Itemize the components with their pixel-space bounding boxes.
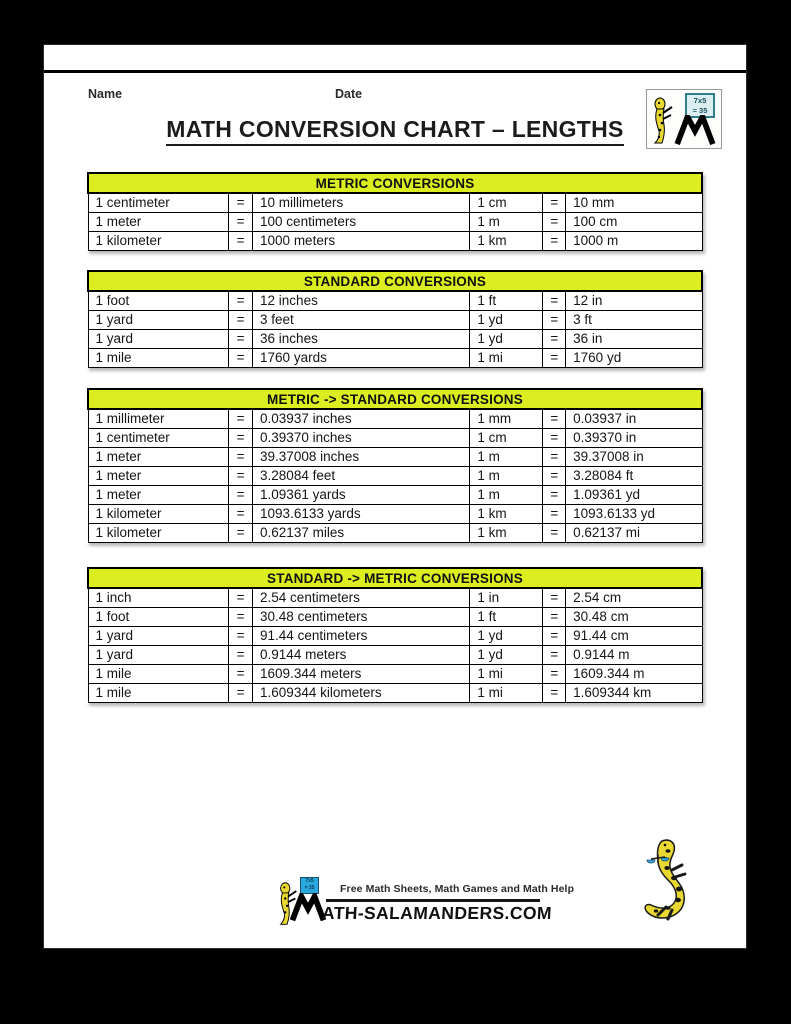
equals-cell: = [543,329,566,348]
unit-name-cell: 1 yard [88,645,229,664]
unit-name-cell: 1 kilometer [88,504,229,523]
value-abbr-cell: 1093.6133 yd [566,504,702,523]
footer-tagline: Free Math Sheets, Math Games and Math Help [340,883,575,895]
value-cell: 39.37008 inches [253,447,470,466]
value-abbr-cell: 10 mm [566,193,702,212]
equals-cell: = [543,466,566,485]
table-row [88,212,702,231]
value-cell: 91.44 centimeters [253,626,470,645]
table-row [88,504,702,523]
unit-abbr-cell: 1 m [470,485,543,504]
table-header-row [88,173,702,193]
equals-cell: = [229,523,253,542]
value-abbr-cell: 12 in [566,291,702,310]
table-row [88,645,702,664]
table-row [88,428,702,447]
unit-abbr-cell: 1 cm [470,193,543,212]
unit-abbr-cell: 1 yd [470,329,543,348]
table-row [88,291,702,310]
table-row [88,664,702,683]
unit-name-cell: 1 yard [88,329,229,348]
equals-cell: = [229,588,253,607]
equals-cell: = [229,626,253,645]
unit-abbr-cell: 1 km [470,523,543,542]
unit-abbr-cell: 1 m [470,447,543,466]
table-row [88,329,702,348]
value-abbr-cell: 3 ft [566,310,702,329]
header-divider [44,70,746,77]
value-cell: 1.09361 yards [253,485,470,504]
value-abbr-cell: 39.37008 in [566,447,702,466]
value-abbr-cell: 0.03937 in [566,409,702,428]
value-abbr-cell: 0.39370 in [566,428,702,447]
value-abbr-cell: 30.48 cm [566,607,702,626]
unit-name-cell: 1 meter [88,485,229,504]
table-row [88,466,702,485]
salamander-with-scales-icon [632,837,712,929]
unit-name-cell: 1 centimeter [88,193,229,212]
unit-abbr-cell: 1 mm [470,409,543,428]
equals-cell: = [229,504,253,523]
table-row [88,231,702,250]
equals-cell: = [229,231,253,250]
table-header-row [88,389,702,409]
equals-cell: = [543,588,566,607]
equals-cell: = [229,664,253,683]
value-abbr-cell: 100 cm [566,212,702,231]
value-cell: 0.39370 inches [253,428,470,447]
unit-abbr-cell: 1 km [470,231,543,250]
value-abbr-cell: 91.44 cm [566,626,702,645]
value-abbr-cell: 36 in [566,329,702,348]
value-cell: 0.62137 miles [253,523,470,542]
equals-cell: = [229,683,253,702]
equals-cell: = [229,466,253,485]
value-abbr-cell: 1760 yd [566,348,702,367]
table-title: METRIC CONVERSIONS [88,173,702,193]
equals-cell: = [229,329,253,348]
m-logo-icon [290,893,326,923]
unit-name-cell: 1 meter [88,212,229,231]
value-cell: 30.48 centimeters [253,607,470,626]
equals-cell: = [229,348,253,367]
unit-abbr-cell: 1 in [470,588,543,607]
value-cell: 3.28084 feet [253,466,470,485]
value-abbr-cell: 2.54 cm [566,588,702,607]
equals-cell: = [229,310,253,329]
table-row [88,485,702,504]
equals-cell: = [543,348,566,367]
equals-cell: = [229,193,253,212]
table-header-row [88,568,702,588]
unit-name-cell: 1 kilometer [88,523,229,542]
table-row [88,193,702,212]
equals-cell: = [229,607,253,626]
equals-cell: = [229,409,253,428]
unit-name-cell: 1 yard [88,626,229,645]
value-cell: 0.03937 inches [253,409,470,428]
document-page [44,45,746,948]
unit-abbr-cell: 1 yd [470,626,543,645]
value-cell: 1.609344 kilometers [253,683,470,702]
unit-name-cell: 1 mile [88,664,229,683]
value-abbr-cell: 0.62137 mi [566,523,702,542]
value-cell: 1000 meters [253,231,470,250]
unit-name-cell: 1 foot [88,291,229,310]
unit-abbr-cell: 1 ft [470,291,543,310]
equals-cell: = [543,683,566,702]
table-row [88,607,702,626]
equals-cell: = [543,447,566,466]
unit-name-cell: 1 millimeter [88,409,229,428]
equals-cell: = [229,485,253,504]
value-cell: 2.54 centimeters [253,588,470,607]
equals-cell: = [543,212,566,231]
site-name: ATH-SALAMANDERS.COM [321,903,553,923]
equals-cell: = [543,409,566,428]
table-row [88,348,702,367]
unit-name-cell: 1 yard [88,310,229,329]
value-abbr-cell: 3.28084 ft [566,466,702,485]
unit-name-cell: 1 mile [88,348,229,367]
unit-abbr-cell: 1 mi [470,683,543,702]
equals-cell: = [543,607,566,626]
value-abbr-cell: 1.609344 km [566,683,702,702]
equals-cell: = [543,523,566,542]
date-label: Date [335,87,363,101]
conversion-table [87,567,703,703]
equals-cell: = [543,310,566,329]
table-row [88,310,702,329]
value-abbr-cell: 1609.344 m [566,664,702,683]
value-cell: 36 inches [253,329,470,348]
value-cell: 12 inches [253,291,470,310]
value-cell: 1093.6133 yards [253,504,470,523]
unit-abbr-cell: 1 mi [470,348,543,367]
equals-cell: = [229,291,253,310]
unit-name-cell: 1 meter [88,466,229,485]
unit-abbr-cell: 1 ft [470,607,543,626]
table-title: STANDARD -> METRIC CONVERSIONS [88,568,702,588]
equals-cell: = [543,193,566,212]
value-abbr-cell: 0.9144 m [566,645,702,664]
value-cell: 100 centimeters [253,212,470,231]
unit-abbr-cell: 1 mi [470,664,543,683]
unit-abbr-cell: 1 cm [470,428,543,447]
value-abbr-cell: 1000 m [566,231,702,250]
value-cell: 1760 yards [253,348,470,367]
unit-abbr-cell: 1 m [470,212,543,231]
footer-divider [326,899,540,902]
table-header-row [88,271,702,291]
equals-cell: = [543,428,566,447]
table-row [88,626,702,645]
unit-name-cell: 1 centimeter [88,428,229,447]
conversion-table [87,388,703,543]
equals-cell: = [229,428,253,447]
value-cell: 1609.344 meters [253,664,470,683]
table-title: STANDARD CONVERSIONS [88,271,702,291]
unit-abbr-cell: 1 km [470,504,543,523]
equals-cell: = [543,485,566,504]
unit-abbr-cell: 1 yd [470,310,543,329]
unit-name-cell: 1 mile [88,683,229,702]
equals-cell: = [543,504,566,523]
unit-abbr-cell: 1 m [470,466,543,485]
table-row [88,523,702,542]
table-row [88,447,702,466]
equals-cell: = [229,212,253,231]
chalkboard-icon: 7x5 = 35 [300,877,319,894]
page-title: MATH CONVERSION CHART – LENGTHS [44,116,746,143]
table-row [88,683,702,702]
equals-cell: = [543,664,566,683]
board-equation-top: 7x5 [693,96,707,105]
conversion-table [87,172,703,251]
unit-name-cell: 1 foot [88,607,229,626]
value-cell: 10 millimeters [253,193,470,212]
unit-abbr-cell: 1 yd [470,645,543,664]
unit-name-cell: 1 meter [88,447,229,466]
conversion-table [87,270,703,368]
value-cell: 0.9144 meters [253,645,470,664]
value-cell: 3 feet [253,310,470,329]
equals-cell: = [543,645,566,664]
equals-cell: = [543,231,566,250]
name-label: Name [88,87,123,101]
equals-cell: = [543,626,566,645]
table-title: METRIC -> STANDARD CONVERSIONS [88,389,702,409]
unit-name-cell: 1 inch [88,588,229,607]
value-abbr-cell: 1.09361 yd [566,485,702,504]
site-footer-logo [276,877,596,935]
equals-cell: = [229,645,253,664]
table-row [88,588,702,607]
board-equation-bottom: = 35 [692,106,708,115]
table-row [88,409,702,428]
equals-cell: = [543,291,566,310]
equals-cell: = [229,447,253,466]
unit-name-cell: 1 kilometer [88,231,229,250]
